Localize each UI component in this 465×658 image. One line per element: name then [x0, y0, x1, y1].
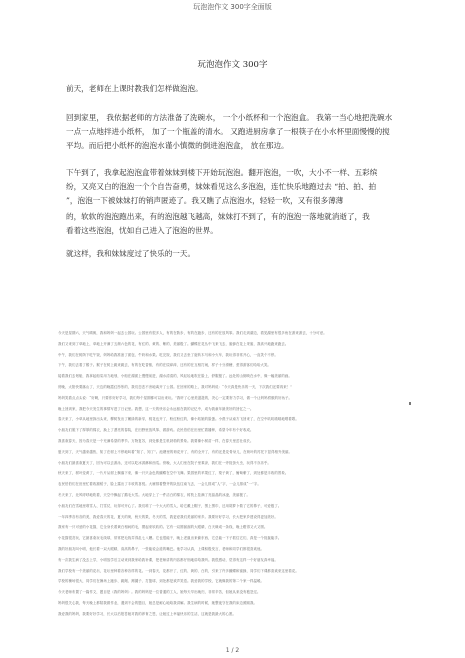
paragraph-line: 下午到了，我拿起泡泡盒带着妹妹到楼下开始玩泡泡。翻开泡泡，一吹，大小不一样、五彩缤	[66, 168, 378, 177]
paragraph-line: 就这样，我和妹妹度过了快乐的一天。	[66, 249, 196, 258]
paragraph-line: 一点一点地拌进小纸杯， 加了一个瓶盖的清水。 又跑进厨房拿了一根筷子在小水杯里面慢慢的搅	[66, 127, 390, 137]
small-text-line: 学校的操场很大，同学们在操场上跑步、跳绳、踢毽子、打篮球，到处都是欢声笑语。我爱我的学校，它就像我的第二个家一样温暖。	[58, 579, 264, 584]
small-text-line: 小花猫很贪玩，它最喜欢玩毛线球，常常把毛线弄得乱七八糟。它也很能干，晚上老鼠出来偷东西，它总能一下子抓住它们，真是一个捉鼠能手。	[58, 536, 282, 541]
paragraph-line: 前天，老师在上课时教我们怎样做泡泡。	[66, 84, 203, 93]
small-text-line: 下午，我们去看了猴子。猴子在树上跳来跳去，有的在吃香蕉，有的在挠痒痒，还有的在互相打闹，样子十分滑稽，惹得游客们哈哈大笑。	[58, 363, 271, 368]
small-text-line: 夏天到了，天气越来越热，知了在树上不停地叫着“知了、知了”。池塘里的荷花开了，有的全开了，有的还是花骨朵儿，在荷叶的衬托下显得格外美丽。	[58, 449, 293, 454]
small-text-line: 我的好朋友叫小明，他长着一双大眼睛，高高的鼻子，一张能说会道的嘴巴。他学习认真，上课积极发言，老师和同学们都很喜欢他。	[58, 546, 264, 551]
small-text-line: 秋天来了，树叶变黄了，一片片从树上飘落下来，像一只只金色的蝴蝶在空中飞舞。果园里的苹果红了，梨子黄了，葡萄紫了，到处都是丰收的景象。	[58, 471, 289, 476]
small-text-line: 小朋友们在雪地里堆雪人、打雪仗，玩得可开心了。我们堆了一个大大的雪人，给它戴上帽子，围上围巾，还用胡萝卜做了它的鼻子，可爱极了。	[58, 503, 282, 508]
small-text-line: 农民伯伯们在田里忙着收割稻子，脸上露出了丰收的喜悦。大雁排着整齐的队伍往南飞去，一会儿排成“人”字，一会儿排成“一”字。	[58, 482, 261, 487]
small-text-line: 妈妈很关心我，每天晚上都陪我做作业，遇到不会的题目，她总是耐心地给我讲解。我生病的时候，她整夜守在我的床边照顾我。	[58, 600, 257, 605]
small-text-line: 一年四季各有各的美，我爱春天的花，夏天的荷，秋天的果，冬天的雪，我更爱我们美丽的家乡。我要好好学习，长大把家乡建设得更加美好。	[58, 514, 278, 519]
small-print-body	[58, 328, 400, 620]
small-text-line: 妈妈笑着点点头说：“好啊，只要你好好学习，我们每个星期都可以出来玩。”我听了心里美滋滋的，决心一定要努力学习，做一个让妈妈骄傲的好孩子。	[58, 395, 293, 400]
small-text-line: 中午，我们在树荫下吃午饭，妈妈给我准备了面包、牛奶和水果。吃完饭，我们又去坐了旋转木马和小火车，我玩得非常开心，一直笑个不停。	[58, 352, 278, 357]
small-text-line: 我家有一只可爱的小花猫，它全身长着黄白相间的毛，摸起来软软的。它有一双圆溜溜的大眼睛，白天眯成一条线，晚上瞪得又大又圆。	[58, 525, 268, 530]
small-text-line: 我们又来到了草地上，草地上开满了五颜六色的花，有红的、黄的、紫的，美丽极了。蝴蝶在花丛中飞来飞去，蜜蜂在花上采蜜，我高兴地跑来跑去。	[58, 341, 289, 346]
small-text-line: 接着我们去划船，我拿起船桨用力地划，小船在湖面上慢慢前进，湖水清清的，风轻轻地吹在脸上，舒服极了。远处的山倒映在水中，像一幅美丽的画。	[58, 374, 292, 379]
small-text-line: 春天来了，小草从地里探出头来，柳树发出了嫩绿的新芽，桃花也开了，粉红粉红的，像小姑娘的脸蛋。小燕子从南方飞回来了，在空中叽叽喳喳地唱着歌。	[58, 417, 299, 422]
document-heading: 玩泡泡作文 300字	[197, 60, 268, 70]
paragraph-line: 纷，又亮又白的泡泡一个个自告奋勇，妹妹看见这么多泡泡，连忙快乐地跑过去 “拍、拍、拍	[66, 182, 377, 192]
small-text-line: 我们学校有一个美丽的花坛，花坛里种着各种各样的花。一到春天，花都开了，红的、黄的、白的，引来了许多蝴蝶和蜜蜂，同学们下课都喜欢来这里看花。	[58, 568, 299, 573]
small-text-line: 有一次我生病了没去上学，小明放学后主动来到我家给我补课，把老师讲的内容都仔细地讲给我听。我很感动，觉得有这样一个好朋友真幸福。	[58, 557, 278, 562]
viewer-title: 玩泡泡作文 300字全面版	[193, 3, 272, 11]
small-text-line: 今天是星期六，天气晴朗，我和妈妈一起去公园玩。公园里有很多人，有的在散步，有的在跑步，还有的在放风筝。我们走到湖边，看见湖里有很多鱼在游来游去，十分可爱。	[58, 331, 327, 335]
small-text-line: 小朋友们最喜欢夏天了，因为可以去游泳，还可以吃冰淇淋和西瓜。傍晚，大人们坐在院子里乘凉，我们在一旁捉萤火虫，玩得不亦乐乎。	[58, 460, 271, 465]
paragraph-line: ”，泡泡一下被妹妹打的销声匿迹了。我又瞧了点泡泡水，轻轻一吹，又有很多薄薄	[66, 196, 344, 206]
paragraph-conclusion	[66, 247, 406, 261]
margin-mark	[409, 402, 411, 405]
paragraph-preparation	[66, 111, 406, 154]
small-text-line: 今天老师布置了一篇作文，题目是《我的妈妈》。我的妈妈是一位普通的工人，她每天早出晚归，非常辛苦，但她从来没有抱怨过。	[58, 590, 261, 595]
paragraph-playing	[66, 166, 406, 209]
paragraph-line: 看着这些泡泡，忧如自己进入了泡泡的世界。	[66, 226, 218, 236]
small-text-line: 冬天来了，北风呼呼地吹着，天空中飘起了鹅毛大雪。大地穿上了一件洁白的棉衣，树枝上挂满了亮晶晶的冰凌，美丽极了。	[58, 492, 250, 497]
small-text-line: 晚上回到家，我把今天发生的事情写进了日记里。我想，这一天的快乐会永远留在我的记忆中，成为我童年最美好的回忆之一。	[58, 406, 254, 411]
small-text-line: 傍晚，太阳快要落山了，天边的晚霞红彤彤的，我们恋恋不舍地离开了公园。在回家的路上，我对妈妈说：“今天真是快乐的一天，下次我们还要再来！”	[58, 384, 293, 389]
page-number: 1 / 2	[225, 647, 240, 654]
small-text-line: 小朋友们脱下了厚厚的棉衣，换上了漂亮的春装，在田野里放风筝、做游戏。农民伯伯在田里忙着播种，希望今年有个好收成。	[58, 428, 254, 433]
paragraph-intro	[66, 82, 406, 96]
paragraph-line: 的，软软的泡泡跑出来，有的泡泡越飞越高，妹妹打不到了，有的泡泡一落地就消逝了，我	[66, 212, 370, 221]
small-text-line: 我喜欢春天，因为春天是一个充满希望的季节。万物复苏，到处都是生机勃勃的景象。我要像小树苗一样，在春天里茁壮成长。	[58, 438, 254, 443]
paragraph-line: 平均。而后把小纸杯的泡泡水谨小慎微的倒进泡泡盒， 放在那边。	[66, 141, 289, 151]
small-text-line: 我爱我的妈妈，我要好好学习，长大以后报答她对我的养育之恩，让她过上幸福快乐的生活，这就是我最大的心愿。	[58, 611, 237, 616]
paragraph-line: 回到家里， 我依据老师的方法准备了洗碗水， 一个小纸杯和一个泡泡盒。 我第一当心地把洗碗水	[66, 113, 393, 122]
paragraph-bubbles	[66, 210, 406, 238]
